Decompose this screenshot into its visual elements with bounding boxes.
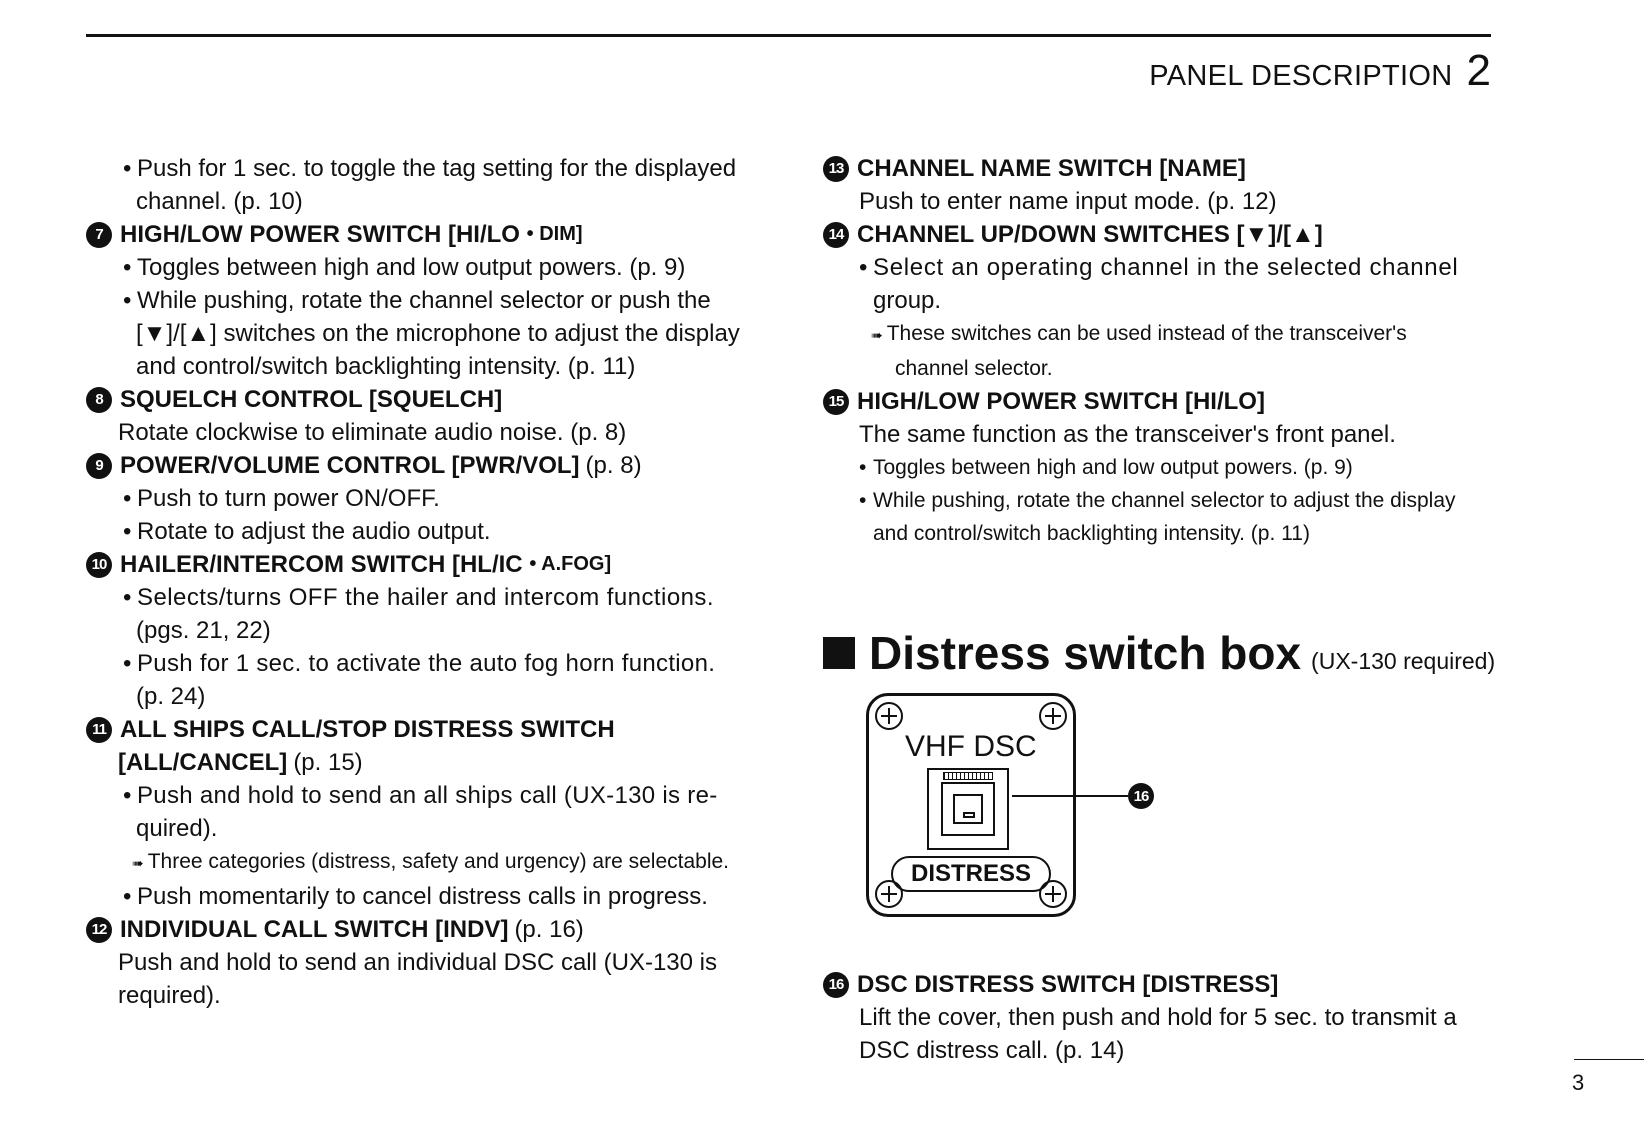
s13-text: Push to enter name input mode. (p. 12) [859, 188, 1277, 215]
s14-bullet-1-cont: group. [873, 287, 942, 314]
number-badge-10: 10 [86, 552, 112, 578]
arrow-icon: ➠ [132, 855, 144, 871]
square-bullet-icon [823, 637, 855, 669]
section-16-heading: 16 DSC DISTRESS SWITCH [DISTRESS] [823, 968, 1495, 1001]
section-7-heading: 7 HIGH/LOW POWER SWITCH [HI/LO • DIM] [86, 218, 758, 251]
section-15-heading: 15 HIGH/LOW POWER SWITCH [HI/LO] [823, 385, 1495, 418]
section-title-text: Distress switch box [869, 627, 1302, 679]
right-column [823, 152, 1495, 550]
s15-text: The same function as the transceiver's front panel. [859, 421, 1396, 448]
section-12-heading: 12 INDIVIDUAL CALL SWITCH [INDV] (p. 16) [86, 913, 758, 946]
number-badge-9: 9 [86, 453, 112, 479]
s11-bullet-1: • Push and hold to send an all ships call (UX-130 is re- [123, 782, 718, 809]
intro-bullet-cont: channel. (p. 10) [136, 188, 303, 215]
number-badge-11: 11 [86, 717, 112, 743]
distress-switch-cover [927, 768, 1009, 850]
number-badge-14: 14 [823, 222, 849, 248]
number-badge-15: 15 [823, 389, 849, 415]
switch-inner [941, 782, 995, 836]
s11-note: ➠ Three categories (distress, safety and urgency) are selectable. [86, 845, 758, 880]
hatch-pattern [943, 772, 993, 780]
page-header [1149, 46, 1491, 96]
distress-label: DISTRESS [891, 856, 1051, 892]
s15-bullet-2-cont: and control/switch backlighting intensity. (p. 11) [873, 522, 1310, 545]
section-13-heading: 13 CHANNEL NAME SWITCH [NAME] [823, 152, 1495, 185]
chapter-number: 2 [1466, 46, 1491, 95]
s10-bullet-2-cont: (p. 24) [136, 683, 206, 710]
section-14-heading: 14 CHANNEL UP/DOWN SWITCHES [▼]/[▲] [823, 218, 1495, 251]
s7-bullet-1: • Toggles between high and low output powers. (p. 9) [123, 254, 686, 281]
s11-bullet-2: • Push momentarily to cancel distress calls in progress. [123, 883, 708, 910]
callout-badge-16: 16 [1128, 783, 1154, 809]
s7-bullet-2: • While pushing, rotate the channel selector or push the [123, 287, 711, 314]
distress-switch-box-illustration [866, 693, 1076, 917]
section-title [823, 626, 1495, 680]
section-8-heading: 8 SQUELCH CONTROL [SQUELCH] [86, 383, 758, 416]
s10-bullet-2: • Push for 1 sec. to activate the auto fog horn function. [123, 650, 716, 677]
s15-bullet-1: • Toggles between high and low output powers. (p. 9) [859, 456, 1353, 479]
screw-icon [875, 702, 903, 730]
switch-slot [963, 812, 975, 818]
s16-text-cont: DSC distress call. (p. 14) [859, 1037, 1125, 1064]
intro-bullet: • Push for 1 sec. to toggle the tag setting for the displayed [123, 155, 737, 182]
section-9-heading: 9 POWER/VOLUME CONTROL [PWR/VOL] (p. 8) [86, 449, 758, 482]
header-rule [86, 34, 1491, 37]
number-badge-7: 7 [86, 222, 112, 248]
s14-bullet-1: • Select an operating channel in the selected channel [859, 254, 1459, 281]
arrow-icon: ➠ [871, 327, 883, 343]
s15-bullet-2: • While pushing, rotate the channel selector to adjust the display [859, 489, 1456, 512]
s11-bullet-1-cont: quired). [136, 815, 218, 842]
device-label: VHF DSC [905, 730, 1037, 763]
s7-bullet-2-cont: [▼]/[▲] switches on the microphone to adjust the display [136, 320, 740, 347]
s9-bullet-2: • Rotate to adjust the audio output. [123, 518, 491, 545]
number-badge-8: 8 [86, 387, 112, 413]
switch-button [953, 794, 983, 824]
section-16 [823, 968, 1495, 1067]
s14-note-cont: channel selector. [895, 357, 1053, 380]
number-badge-13: 13 [823, 156, 849, 182]
section-requirement: (UX-130 required) [1311, 648, 1496, 674]
left-column [86, 152, 758, 1012]
s7-bullet-2-cont: and control/switch backlighting intensity. (p. 11) [136, 353, 636, 380]
s10-bullet-1: • Selects/turns OFF the hailer and intercom functions. [123, 584, 714, 611]
callout-leader-line [1012, 795, 1128, 797]
s16-text: Lift the cover, then push and hold for 5 sec. to transmit a [859, 1004, 1457, 1031]
s12-text-cont: required). [118, 982, 221, 1009]
s9-bullet-1: • Push to turn power ON/OFF. [123, 485, 440, 512]
section-10-heading: 10 HAILER/INTERCOM SWITCH [HL/IC • A.FOG] [86, 548, 758, 581]
s12-text: Push and hold to send an individual DSC call (UX-130 is [118, 949, 718, 976]
header-title: PANEL DESCRIPTION [1149, 60, 1453, 92]
section-11-heading: 11 ALL SHIPS CALL/STOP DISTRESS SWITCH [86, 713, 758, 746]
s14-note: ➠ These switches can be used instead of the transceiver's [823, 317, 1495, 352]
footer-rule [1574, 1059, 1644, 1060]
number-badge-12: 12 [86, 917, 112, 943]
page-number: 3 [1572, 1070, 1585, 1095]
section-11-heading-cont: [ALL/CANCEL] (p. 15) [118, 749, 363, 776]
number-badge-16: 16 [823, 972, 849, 998]
s8-text: Rotate clockwise to eliminate audio noise. (p. 8) [118, 419, 627, 446]
screw-icon [1039, 702, 1067, 730]
s10-bullet-1-cont: (pgs. 21, 22) [136, 617, 271, 644]
